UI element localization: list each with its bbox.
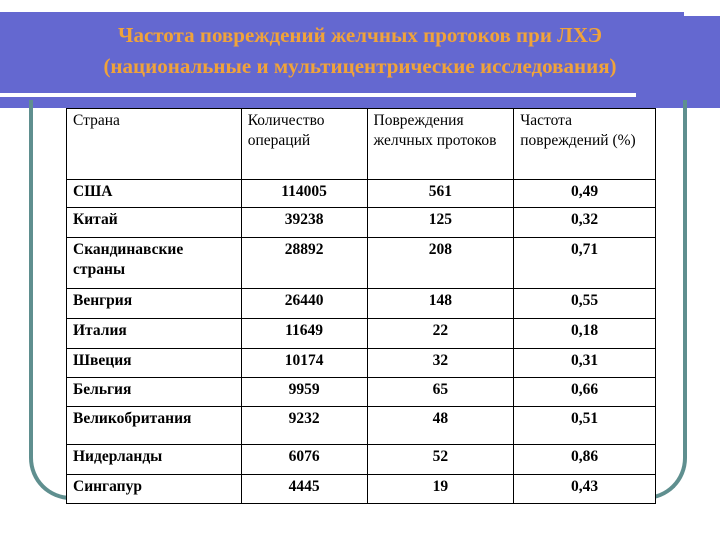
header-operations: Количество операций xyxy=(241,109,367,180)
cell-injuries: 65 xyxy=(367,378,514,407)
table-header-row xyxy=(67,109,656,180)
cell-operations: 11649 xyxy=(241,319,367,349)
table-row xyxy=(67,475,656,504)
cell-frequency: 0,43 xyxy=(514,475,656,504)
cell-country: Скандинавские страны xyxy=(67,238,242,289)
cell-frequency: 0,71 xyxy=(514,238,656,289)
title-underline xyxy=(0,93,636,97)
cell-country: Бельгия xyxy=(67,378,242,407)
table-row xyxy=(67,319,656,349)
table-row xyxy=(67,349,656,378)
cell-frequency: 0,18 xyxy=(514,319,656,349)
cell-injuries: 208 xyxy=(367,238,514,289)
cell-country: США xyxy=(67,180,242,208)
cell-country: Венгрия xyxy=(67,289,242,319)
header-frequency: Частота повреждений (%) xyxy=(514,109,656,180)
cell-country: Китай xyxy=(67,208,242,238)
header-injuries: Повреждения желчных протоков xyxy=(367,109,514,180)
cell-frequency: 0,51 xyxy=(514,407,656,445)
cell-injuries: 125 xyxy=(367,208,514,238)
cell-frequency: 0,66 xyxy=(514,378,656,407)
cell-frequency: 0,86 xyxy=(514,445,656,475)
cell-country: Италия xyxy=(67,319,242,349)
cell-country: Сингапур xyxy=(67,475,242,504)
cell-operations: 39238 xyxy=(241,208,367,238)
cell-frequency: 0,55 xyxy=(514,289,656,319)
cell-operations: 28892 xyxy=(241,238,367,289)
cell-country: Великобритания xyxy=(67,407,242,445)
cell-operations: 4445 xyxy=(241,475,367,504)
cell-injuries: 148 xyxy=(367,289,514,319)
banner-notch xyxy=(684,12,720,16)
slide-title xyxy=(0,20,720,82)
cell-operations: 26440 xyxy=(241,289,367,319)
table-row xyxy=(67,445,656,475)
table-row xyxy=(67,238,656,289)
table-row xyxy=(67,289,656,319)
cell-operations: 9232 xyxy=(241,407,367,445)
cell-country: Нидерланды xyxy=(67,445,242,475)
table-row xyxy=(67,180,656,208)
cell-injuries: 48 xyxy=(367,407,514,445)
table-row xyxy=(67,407,656,445)
injury-frequency-table xyxy=(66,108,656,504)
title-line-1: Частота повреждений желчных протоков при ЛХЭ xyxy=(118,23,602,47)
cell-injuries: 52 xyxy=(367,445,514,475)
cell-injuries: 22 xyxy=(367,319,514,349)
cell-injuries: 19 xyxy=(367,475,514,504)
cell-operations: 9959 xyxy=(241,378,367,407)
cell-frequency: 0,49 xyxy=(514,180,656,208)
cell-frequency: 0,31 xyxy=(514,349,656,378)
cell-operations: 6076 xyxy=(241,445,367,475)
table-row xyxy=(67,378,656,407)
cell-frequency: 0,32 xyxy=(514,208,656,238)
header-country: Страна xyxy=(67,109,242,180)
table-row xyxy=(67,208,656,238)
cell-operations: 10174 xyxy=(241,349,367,378)
cell-operations: 114005 xyxy=(241,180,367,208)
cell-injuries: 561 xyxy=(367,180,514,208)
cell-injuries: 32 xyxy=(367,349,514,378)
title-line-2: (национальные и мультицентрические исследования) xyxy=(103,54,617,78)
cell-country: Швеция xyxy=(67,349,242,378)
